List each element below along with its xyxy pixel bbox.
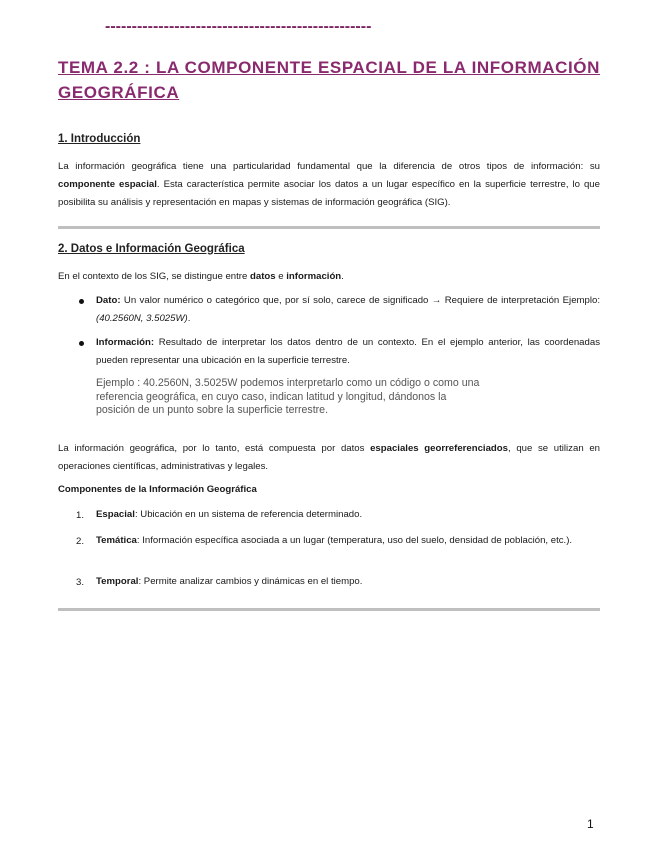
section-divider [58, 226, 600, 229]
document-title: TEMA 2.2 : LA COMPONENTE ESPACIAL DE LA INFORMACIÓN GEOGRÁFICA [58, 58, 600, 102]
example-block [96, 377, 516, 418]
page-number: 1 [587, 817, 594, 831]
list-item-espacial: Espacial: Ubicación en un sistema de referencia determinado. [96, 509, 363, 520]
bullet-icon [79, 341, 84, 346]
section-heading-introduccion: 1. Introducción [58, 133, 141, 145]
decorative-dashes: -------------------------------------------------- [105, 18, 372, 35]
summary-paragraph: La información geográfica, por lo tanto, está compuesta por datos espaciales georreferenciados, que se utilizan en operaciones científicas, administrativas y legales. [58, 443, 600, 472]
section-heading-datos: 2. Datos e Información Geográfica [58, 243, 245, 255]
example-line: posición de un punto sobre la superficie terrestre. [96, 404, 329, 416]
datos-intro-paragraph: En el contexto de los SIG, se distingue entre datos e información. [58, 271, 344, 282]
example-line: referencia geográfica, en cuyo caso, indican latitud y longitud, dándonos la [96, 390, 447, 403]
components-heading: Componentes de la Información Geográfica [58, 484, 257, 495]
bold-term: componente espacial [58, 179, 157, 190]
list-number: 1. [76, 510, 85, 521]
list-number: 2. [76, 536, 85, 547]
intro-paragraph: La información geográfica tiene una particularidad fundamental que la diferencia de otros tipos de información: su componente espacial. Esta característica permite asociar los datos a un lugar específico en la superficie terrestre, lo que posibilita su análisis y representación en mapas y sistemas de información geográfica (SIG). [58, 161, 600, 208]
bullet-dato: Dato: Un valor numérico o categórico que, por sí solo, carece de significado → Requiere de interpretación Ejemplo: (40.2560N, 3.5025W). [96, 295, 600, 324]
list-number: 3. [76, 577, 85, 588]
example-line: Ejemplo : 40.2560N, 3.5025W podemos interpretarlo como un código o como una [96, 377, 480, 389]
bullet-icon [79, 299, 84, 304]
bullet-informacion: Información: Resultado de interpretar los datos dentro de un contexto. En el ejemplo anterior, las coordenadas pueden representar una ubicación en la superficie terrestre. [96, 337, 600, 366]
section-divider [58, 608, 600, 611]
list-item-tematica: Temática: Información específica asociada a un lugar (temperatura, uso del suelo, densidad de población, etc.). [96, 535, 573, 546]
list-item-temporal: Temporal: Permite analizar cambios y dinámicas en el tiempo. [96, 576, 363, 587]
